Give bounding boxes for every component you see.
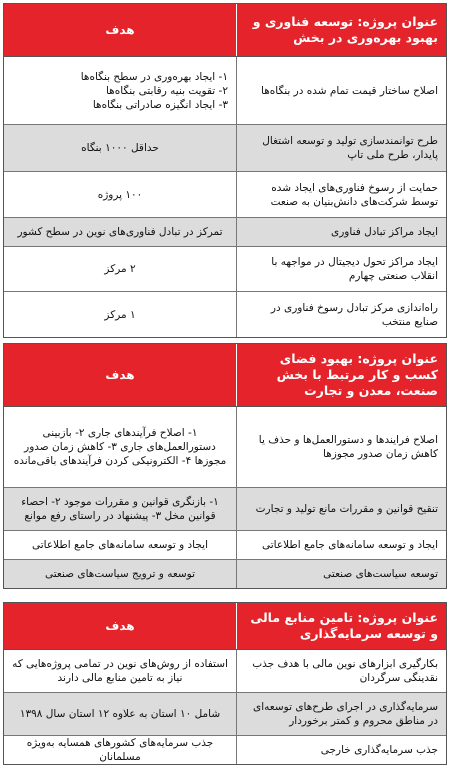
- table-row: [4, 531, 446, 560]
- table-row: [4, 736, 446, 764]
- project-cell: سرمایه‌گذاری در اجرای طرح‌های توسعه‌ای در مناطق محروم و کمتر برخوردار: [236, 693, 446, 735]
- goal-header: هدف: [105, 619, 135, 633]
- goal-cell: حداقل ۱۰۰۰ بنگاه: [81, 142, 159, 154]
- goal-line: ۳- ایجاد انگیزه صادراتی بنگاه‌ها: [92, 98, 228, 111]
- project-table-technology: [3, 3, 447, 338]
- goal-cell: ۱۰۰ پروژه: [97, 188, 143, 201]
- project-table-business: [3, 343, 447, 589]
- project-cell: طرح توانمندسازی تولید و توسعه اشتغال پایدار، طرح ملی تاپ: [236, 125, 446, 171]
- table-row: [4, 125, 446, 172]
- goal-cell: ۱- اصلاح فرآیندهای جاری ۲- بازبینی دستورالعمل‌های جاری ۳- کاهش زمان صدور مجوزها ۴- الکترونیکی کردن فرآیندهای باقی‌مانده: [13, 427, 227, 467]
- table-header: [4, 344, 446, 407]
- project-cell: راه‌اندازی مرکز تبادل رسوخ فناوری در صنایع منتخب: [236, 292, 446, 337]
- goal-cell: [4, 57, 236, 124]
- project-cell: ایجاد مراکز تبادل فناوری: [236, 218, 446, 246]
- goal-cell: ۱- بازنگری قوانین و مقررات موجود ۲- احصاء قوانین مخل ۳- پیشنهاد در راستای رفع موانع: [21, 496, 219, 522]
- table-header: [4, 603, 446, 650]
- table-row: [4, 172, 446, 218]
- table-row: [4, 218, 446, 247]
- table-row: [4, 57, 446, 125]
- table-row: [4, 292, 446, 337]
- project-title: عنوان پروژه: توسعه فناوری و بهبود بهره‌وری در بخش: [236, 4, 446, 56]
- goal-header: هدف: [105, 368, 135, 382]
- goal-cell: ایجاد و توسعه سامانه‌های جامع اطلاعاتی: [32, 539, 208, 551]
- project-cell: توسعه سیاست‌های صنعتی: [236, 560, 446, 588]
- project-table-finance: [3, 602, 447, 765]
- project-cell: اصلاح ساختار قیمت تمام شده در بنگاه‌ها: [236, 57, 446, 124]
- goal-cell: تمرکز در تبادل فناوری‌های نوین در سطح کشور: [17, 226, 223, 238]
- table-row: [4, 488, 446, 531]
- goal-cell: ۱ مرکز: [104, 308, 136, 321]
- project-cell: بکارگیری ابزارهای نوین مالی با هدف جذب نقدینگی سرگردان: [236, 650, 446, 692]
- project-cell: ایجاد مراکز تحول دیجیتال در مواجهه با انقلاب صنعتی چهارم: [236, 247, 446, 291]
- goal-cell: استفاده از روش‌های نوین در تمامی پروژه‌هایی که نیاز به تامین منابع مالی دارند: [12, 658, 228, 684]
- table-row: [4, 407, 446, 488]
- table-row: [4, 247, 446, 292]
- goal-cell: ۲ مرکز: [104, 263, 136, 275]
- project-title: عنوان پروژه: بهبود فضای کسب و کار مرتبط با بخش صنعت، معدن و تجارت: [236, 344, 446, 406]
- project-cell: اصلاح فرایندها و دستورالعمل‌ها و حذف یا کاهش زمان صدور مجوزها: [236, 407, 446, 487]
- table-row: [4, 560, 446, 588]
- project-cell: حمایت از رسوخ فناوری‌های ایجاد شده توسط شرکت‌های دانش‌بنیان به صنعت: [236, 172, 446, 217]
- goal-cell: جذب سرمایه‌های کشورهای همسایه به‌ویژه مسلمانان: [26, 737, 214, 763]
- table-header: [4, 4, 446, 57]
- goal-line: ۲- تقویت بنیه رقابتی بنگاه‌ها: [105, 84, 228, 97]
- goal-cell: شامل ۱۰ استان به علاوه ۱۲ استان سال ۱۳۹۸: [19, 708, 221, 720]
- project-title: عنوان پروژه: تامین منابع مالی و توسعه سرمایه‌گذاری: [236, 603, 446, 649]
- goal-line: ۱- ایجاد بهره‌وری در سطح بنگاه‌ها: [80, 70, 228, 83]
- project-cell: ایجاد و توسعه سامانه‌های جامع اطلاعاتی: [236, 531, 446, 559]
- table-row: [4, 693, 446, 736]
- goal-header: هدف: [105, 23, 135, 37]
- project-cell: تنقیح قوانین و مقررات مانع تولید و تجارت: [236, 488, 446, 530]
- table-row: [4, 650, 446, 693]
- goal-cell: توسعه و ترویج سیاست‌های صنعتی: [44, 568, 196, 580]
- project-cell: جذب سرمایه‌گذاری خارجی: [236, 736, 446, 764]
